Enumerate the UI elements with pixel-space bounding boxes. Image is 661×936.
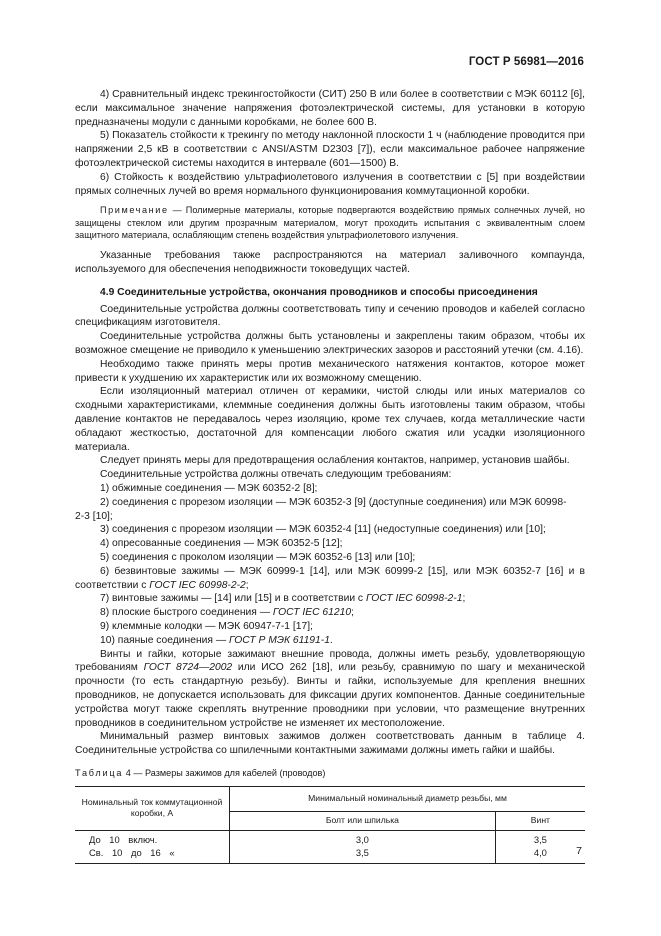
- list-item-continuation: 2-3 [10];: [75, 510, 113, 522]
- clamp-size-table: [75, 786, 585, 864]
- note-label: Примечание: [100, 205, 169, 216]
- standard-reference: ГОСТ 8724—2002: [143, 662, 233, 674]
- paragraph: 6) Стойкость к воздействию ультрафиолетового излучения в соответствии с [5] при воздействии прямых солнечных лучей во время нормального функционирования коммутационной коробки.: [75, 171, 585, 197]
- paragraph: Винты и гайки, которые зажимают внешние провода, должны иметь резьбу, удовлетворяющую требованиям ГОСТ 8724—2002 или ИСО 262 [18], или резьбу, сравнимую по шагу и механической прочности (то есть стандартную резьбу). Винты и гайки, используемые для крепления внешних проводников, не допускается использовать для фиксации других компонентов. Данные соединительные устройства могут также скреплять внутренние проводники при условии, что размещение внутренних проводников в соединительном устройстве не изменяет их местоположение.: [75, 648, 585, 729]
- list-item: 5) соединения с проколом изоляции — МЭК 60352-6 [13] или [10];: [100, 552, 416, 563]
- note-text: — Полимерные материалы, которые подвергаются воздействию прямых солнечных лучей, но защищены стеклом или другим прозрачным материалом, могут проходить испытания с эквивалентным слоем защитного материала, ослабляющим степень воздействия ультрафиолетового излучения.: [75, 205, 585, 240]
- list-item: 8) плоские быстрого соединения — ГОСТ IEC 61210;: [100, 607, 354, 619]
- standard-reference: ГОСТ Р МЭК 61191-1: [229, 634, 330, 646]
- note: [75, 204, 585, 241]
- list-item: 1) обжимные соединения — МЭК 60352-2 [8];: [100, 483, 318, 495]
- table-header-bolt: Болт или шпилька: [230, 811, 496, 830]
- paragraph: 5) Показатель стойкости к трекингу по методу наклонной плоскости 1 ч (наблюдение проводится при напряжении 2,5 кВ в соответствии с ANSI/ASTM D2303 [7]), если максимальное рабочее напряжение фотоэлектрической системы находится в интервале (601—1500) В.: [75, 130, 585, 169]
- standard-reference: ГОСТ IEC 61210: [272, 607, 352, 619]
- paragraph: Соединительные устройства должны соответствовать типу и сечению проводов и кабелей согласно спецификациям изготовителя.: [75, 303, 585, 329]
- table-row: До 10 включ. 3,0 3,5: [75, 830, 585, 847]
- standard-reference: ГОСТ IEC 60998-2-2: [149, 579, 246, 591]
- paragraph: Минимальный размер винтовых зажимов должен соответствовать данным в таблице 4. Соединительные устройства со шпилечными контактными зажимами должны иметь гайки и шайбы.: [75, 731, 585, 757]
- standard-reference: ГОСТ IEC 60998-2-1: [365, 593, 463, 605]
- page-number: 7: [576, 845, 582, 857]
- paragraph: Если изоляционный материал отличен от керамики, чистой слюды или иных материалов со сходными характеристиками, клеммные соединения должны быть изготовлены таким образом, чтобы давление контактов не передавалось через изоляцию, кроме тех случаев, когда металлические части обладают жесткостью, достаточной для компенсации любого сжатия или усадки изоляционного материала.: [75, 386, 585, 453]
- table-header-screw: Винт: [495, 811, 585, 830]
- requirements-list: [75, 482, 585, 648]
- paragraph: Соединительные устройства должны отвечать следующим требованиям:: [100, 469, 452, 481]
- table-header-thread-diameter: Минимальный номинальный диаметр резьбы, мм: [308, 792, 507, 803]
- list-item: 4) опресованные соединения — МЭК 60352-5 [12];: [100, 538, 343, 550]
- section-heading: 4.9 Соединительные устройства, окончания проводников и способы присоединения: [100, 286, 538, 298]
- list-item: 6) безвинтовые зажимы — МЭК 60999-1 [14], или МЭК 60999-2 [15], или МЭК 60352-7 [16] и в соответствии с ГОСТ IEC 60998-2-2;: [75, 565, 585, 591]
- list-item: 9) клеммные колодки — МЭК 60947-7-1 [17];: [100, 620, 313, 632]
- paragraph: Указанные требования также распространяются на материал заливочного компаунда, используемого для обеспечения неподвижности токоведущих частей.: [75, 250, 585, 276]
- list-item: 2) соединения с прорезом изоляции — МЭК 60352-3 [9] (доступные соединения) или МЭК 60998-: [100, 496, 567, 508]
- paragraph: 4) Сравнительный индекс трекингостойкости (СИТ) 250 В или более в соответствии с МЭК 60112 [6], если максимальное значение напряжения фотоэлектрической системы, для установки в которую предназначены модули с данными коробками, не более 600 В.: [75, 89, 585, 128]
- table-row: Св. 10 до 16 « 3,5 4,0: [75, 847, 585, 864]
- paragraph: Следует принять меры для предотвращения ослабления контактов, например, установив шайбы.: [100, 455, 570, 467]
- list-item: 10) паяные соединения — ГОСТ Р МЭК 61191-1.: [100, 634, 333, 646]
- table-title: Таблица 4 — Размеры зажимов для кабелей (проводов): [75, 767, 326, 778]
- document-code: ГОСТ Р 56981—2016: [468, 56, 584, 68]
- paragraph: Соединительные устройства должны быть установлены и закреплены таким образом, чтобы их возможное смещение не приводило к уменьшению электрических зазоров и расстояний утечки (см. 4.16).: [75, 331, 585, 357]
- list-item: 3) соединения с прорезом изоляции — МЭК 60352-4 [11] (недоступные соединения) или [10];: [100, 524, 546, 536]
- table-header-current: Номинальный ток коммутационной коробки, А: [75, 786, 230, 830]
- page-body: [75, 88, 585, 864]
- paragraph: Необходимо также принять меры против механического натяжения контактов, которое может привести к ухудшению их характеристик или их возможному смещению.: [75, 358, 585, 384]
- list-item: 7) винтовые зажимы — [14] или [15] и в соответствии с ГОСТ IEC 60998-2-1;: [100, 593, 466, 605]
